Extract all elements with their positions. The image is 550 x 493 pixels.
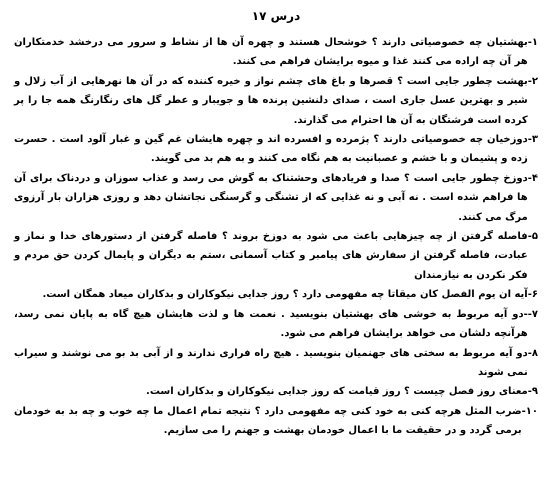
question-item-10	[14, 402, 538, 441]
question-item-9	[14, 382, 538, 401]
question-number: ۴-	[527, 172, 538, 184]
question-number: ۱-	[527, 37, 538, 48]
question-text: آیه ان یوم الفصل کان میقاتا چه مفهومی دارد ؟ روز جدایی نیکوکاران و بدکاران میعاد همگان است.	[42, 289, 528, 301]
question-text: دوزخ چطور جایی است ؟ صدا و فریادهای وحشتناک به گوش می رسد و عذاب سوزان و دردناک برای آن ها فراهم شده است . نه آبی و نه غذایی که از تشنگی و گرسنگی نجاتشان دهد و روزی هزاران بار آرزوی مرگ می کنند.	[14, 172, 528, 223]
question-number: ۹-	[527, 386, 538, 398]
question-number: ۳-	[527, 134, 538, 146]
question-item-3	[14, 130, 538, 169]
question-text: -دو آیه مربوط به خوشی های بهشتیان بنویسید . نعمت ها و لذت هایشان هیچ گاه به پایان نمی رسد، هرآنچه دلشان می خواهد برایشان فراهم می شود.	[14, 308, 528, 340]
question-item-1	[14, 33, 538, 72]
question-text: ضرب المثل هرچه کنی به خود کنی چه مفهومی دارد ؟ نتیجه تمام اعمال ما چه خوب و چه بد به خودمان برمی گردد و در حقیقت ما با اعمال خودمان بهشت و جهنم را می سازیم.	[14, 405, 522, 437]
question-number: ۱۰-	[521, 405, 538, 417]
question-item-5	[14, 227, 538, 285]
question-item-4	[14, 169, 538, 227]
question-text: دو آیه مربوط به سختی های جهنمیان بنویسید . هیچ راه فراری ندارند و از آبی بد بو می نوشند و سیراب نمی شوند	[14, 347, 528, 378]
question-number: ۸-	[527, 347, 538, 359]
question-number: ۵-	[527, 231, 538, 243]
question-item-8	[14, 344, 538, 383]
question-text: دوزخیان چه خصوصیاتی دارند ؟ پژمرده و افسرده اند و چهره هایشان غم گین و غبار آلود است . حسرت زده و پشیمان و با خشم و عصبانیت به هم نگاه می کنند و به هم بد می گویند.	[14, 134, 528, 165]
question-number: ۷-	[527, 308, 538, 320]
lesson-title: درس ۱۷	[251, 9, 301, 23]
question-item-7	[14, 305, 538, 344]
question-item-2	[14, 72, 538, 130]
question-text: فاصله گرفتن از چه چیزهایی باعث می شود به دوزخ بروند ؟ فاصله گرفتن از دستورهای خدا و نماز و عبادت، فاصله گرفتن از سفارش های پیامبر و کتاب آسمانی ،ستم به دیگران و پایمال کردن حق مردم و فکر نکردن به نیازمندان	[14, 231, 528, 281]
question-number: ۲-	[527, 75, 538, 87]
question-text: معنای روز فصل چیست ؟ روز قیامت که روز جدایی نیکوکاران و بدکاران است.	[146, 386, 528, 398]
question-list	[14, 33, 538, 441]
question-text: بهشت چطور جایی است ؟ قصرها و باغ های چشم نواز و خیره کننده که در آن ها نهرهایی از آب زلال و شیر و بهترین عسل جاری است ، صدای دلنشین پرنده ها و جویبار و عطر گل های رنگارنگ همه جا را پر کرده است فرشتگان به آن ها احترام می گذارند.	[14, 75, 528, 126]
question-number: ۶-	[527, 289, 538, 301]
question-item-6	[14, 285, 538, 304]
question-text: بهشتیان چه خصوصیاتی دارند ؟ خوشحال هستند و چهره آن ها از نشاط و سرور می درخشد خدمتکاران هر آن چه اراده می کنند غذا و میوه برایشان فراهم می کنند.	[14, 37, 528, 68]
